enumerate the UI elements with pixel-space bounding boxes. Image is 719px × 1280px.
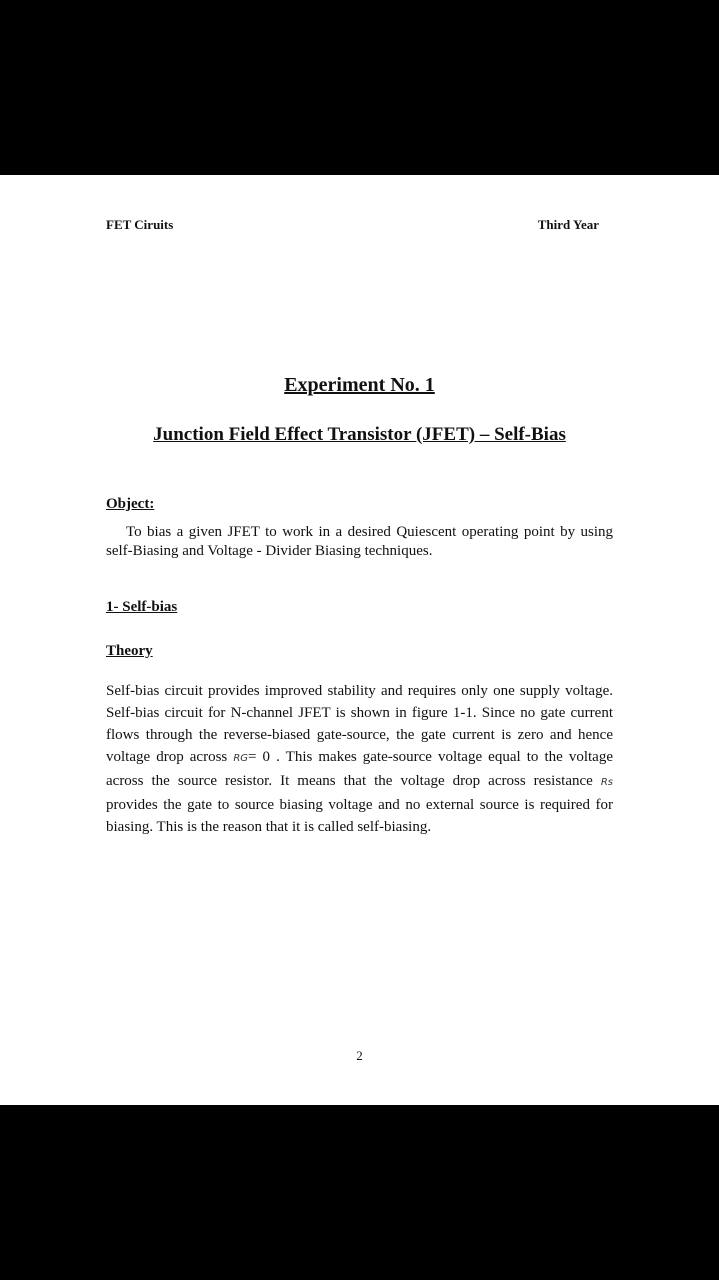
symbol-rs: Rs	[600, 777, 613, 788]
theory-paragraph	[106, 680, 613, 838]
experiment-title: Experiment No. 1	[284, 374, 435, 396]
document-page	[0, 175, 719, 1105]
page-number: 2	[356, 1048, 363, 1063]
theory-text-2: = 0 . This makes gate-source voltage equal to the voltage across the source resistor. It means that the voltage drop across resistance	[106, 749, 613, 789]
theory-text-1: Self-bias circuit provides improved stability and requires only one supply voltage. Self-bias circuit for N-channel JFET is shown in figure 1-1. Since no gate current flows through the reverse-biased gate-source, the gate current is zero and hence voltage drop across	[106, 683, 613, 765]
header-course: FET Ciruits	[106, 217, 174, 232]
header-year: Third Year	[537, 217, 599, 232]
object-heading: Object:	[106, 496, 155, 512]
section-heading-self-bias: 1- Self-bias	[106, 599, 178, 615]
object-paragraph	[106, 523, 613, 561]
object-text: To bias a given JFET to work in a desired Quiescent operating point by using self-Biasing and Voltage - Divider Biasing techniques.	[106, 524, 613, 559]
theory-text-3: provides the gate to source biasing voltage and no external source is required for biasing. This is the reason that it is called self-biasing.	[106, 797, 613, 835]
symbol-rg: RG	[233, 753, 249, 764]
theory-heading: Theory	[106, 643, 153, 659]
experiment-subtitle: Junction Field Effect Transistor (JFET) – Self-Bias	[153, 424, 566, 445]
